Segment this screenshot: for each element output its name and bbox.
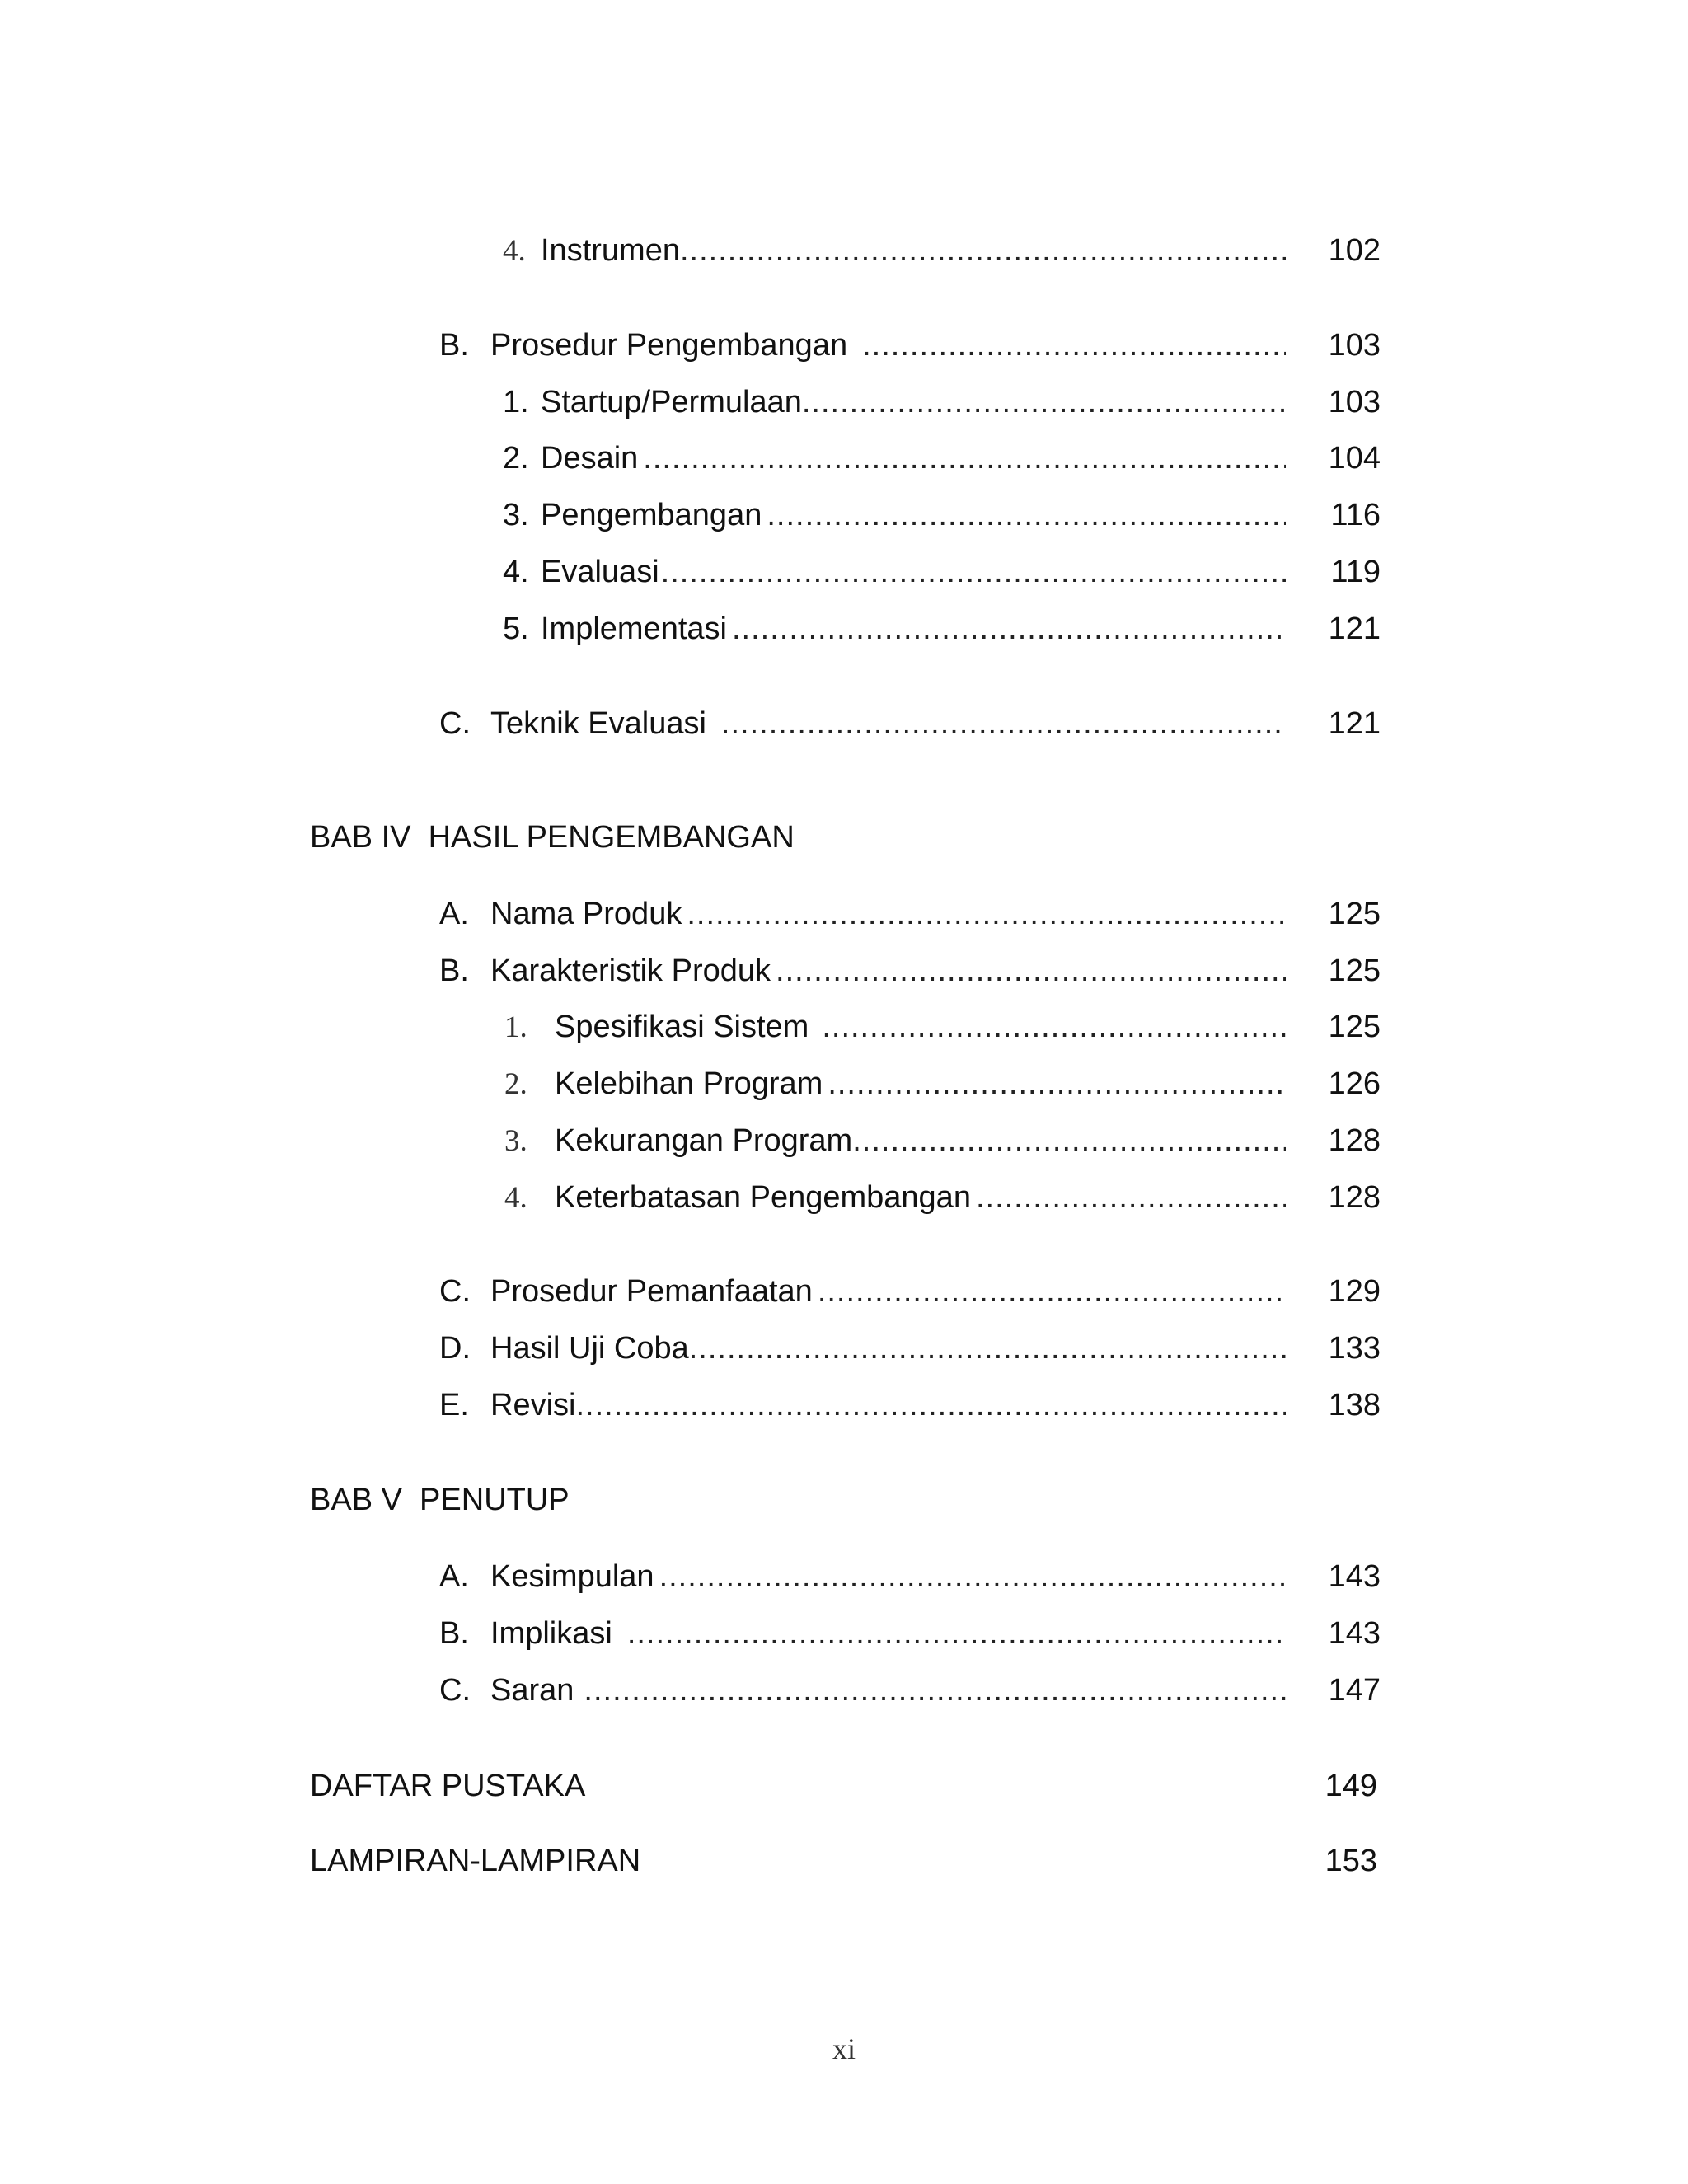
- toc-page-number: 153: [1325, 1844, 1377, 1878]
- toc-item-label: Implementasi: [541, 612, 727, 646]
- toc-section-label: Kesimpulan: [490, 1559, 654, 1594]
- dot-leader: [687, 894, 1286, 934]
- toc-entry: [503, 552, 1409, 592]
- dot-leader: [862, 326, 1286, 365]
- toc-page-number: 143: [1328, 1616, 1381, 1651]
- toc-section-letter: E.: [439, 1388, 469, 1422]
- toc-entry: [503, 231, 1409, 270]
- dot-leader: [776, 951, 1286, 991]
- toc-section-letter: B.: [439, 1616, 469, 1651]
- toc-entry: [310, 1766, 1398, 1806]
- toc-entry: [439, 704, 1412, 743]
- toc-entry: [439, 951, 1412, 991]
- toc-item-number: 2.: [503, 441, 529, 476]
- toc-page-number: 133: [1328, 1331, 1381, 1366]
- toc-item-number: 3.: [503, 498, 529, 532]
- toc-section-letter: B.: [439, 328, 469, 363]
- toc-section-label: Karakteristik Produk: [490, 954, 771, 988]
- toc-entry: [439, 1671, 1412, 1710]
- toc-item-label: Instrumen: [541, 233, 680, 268]
- toc-item-label: Spesifikasi Sistem: [555, 1010, 809, 1044]
- toc-page-number: 121: [1328, 706, 1381, 741]
- toc-chapter-label: DAFTAR PUSTAKA: [310, 1769, 586, 1803]
- toc-entry: [439, 1614, 1412, 1653]
- toc-item-label: Kekurangan Program: [555, 1123, 853, 1158]
- toc-page-number: 143: [1328, 1559, 1381, 1594]
- toc-page-number: 102: [1328, 233, 1381, 268]
- toc-entry: [503, 609, 1409, 649]
- dot-leader: [818, 1272, 1286, 1311]
- dot-leader: [802, 382, 1286, 422]
- dot-leader: [661, 552, 1286, 592]
- toc-item-number: 5.: [503, 612, 529, 646]
- toc-entry: [504, 1121, 1411, 1160]
- toc-section-label: Prosedur Pemanfaatan: [490, 1274, 813, 1309]
- toc-page-number: 116: [1330, 498, 1381, 532]
- toc-section-label: Hasil Uji Coba: [490, 1331, 689, 1366]
- toc-page-number: 125: [1328, 1010, 1381, 1044]
- toc-page-number: 104: [1328, 441, 1381, 476]
- toc-item-number: 4.: [504, 1181, 528, 1215]
- dot-leader: [689, 1329, 1286, 1368]
- toc-entry: [504, 1007, 1411, 1047]
- toc-page-number: 126: [1328, 1066, 1381, 1101]
- toc-page-number: 128: [1328, 1180, 1381, 1215]
- toc-entry: [503, 382, 1409, 422]
- dot-leader: [732, 609, 1286, 649]
- dot-leader: [721, 704, 1286, 743]
- toc-item-label: Keterbatasan Pengembangan: [555, 1180, 971, 1215]
- toc-item-number: 2.: [504, 1067, 528, 1101]
- toc-section-label: Prosedur Pengembangan: [490, 328, 848, 363]
- toc-item-number: 3.: [504, 1124, 528, 1158]
- toc-chapter-label: LAMPIRAN-LAMPIRAN: [310, 1844, 641, 1878]
- dot-leader: [627, 1614, 1286, 1653]
- toc-item-label: Pengembangan: [541, 498, 762, 532]
- toc-entry: [310, 1841, 1398, 1881]
- toc-entry: [439, 1557, 1412, 1596]
- dot-leader: [643, 438, 1286, 478]
- toc-page-number: 103: [1328, 385, 1381, 419]
- toc-entry: [503, 438, 1409, 478]
- toc-entry: [439, 894, 1412, 934]
- toc-section-label: Saran: [490, 1673, 574, 1708]
- page-folio: xi: [832, 2032, 856, 2065]
- toc-section-label: Revisi: [490, 1388, 576, 1422]
- toc-item-number: 4.: [503, 234, 526, 268]
- toc-page-number: 149: [1325, 1769, 1377, 1803]
- chapter-heading: BAB IV HASIL PENGEMBANGAN: [310, 820, 795, 855]
- toc-page-number: 125: [1328, 954, 1381, 988]
- toc-section-letter: A.: [439, 1559, 469, 1594]
- toc-section-label: Nama Produk: [490, 897, 682, 931]
- toc-section-letter: D.: [439, 1331, 471, 1366]
- toc-page-number: 138: [1328, 1388, 1381, 1422]
- toc-section-letter: C.: [439, 1673, 471, 1708]
- toc-section-letter: B.: [439, 954, 469, 988]
- toc-page-number: 119: [1330, 555, 1381, 589]
- toc-section-letter: C.: [439, 1274, 471, 1309]
- toc-item-label: Evaluasi: [541, 555, 659, 589]
- toc-item-number: 1.: [504, 1010, 528, 1044]
- toc-page-number: 129: [1328, 1274, 1381, 1309]
- dot-leader: [852, 1121, 1286, 1160]
- toc-item-label: Startup/Permulaan: [541, 385, 802, 419]
- toc-item-label: Desain: [541, 441, 639, 476]
- chapter-heading: BAB V PENUTUP: [310, 1483, 570, 1517]
- toc-section-letter: A.: [439, 897, 469, 931]
- toc-entry: [504, 1064, 1411, 1104]
- dot-leader: [659, 1557, 1286, 1596]
- toc-section-label: Teknik Evaluasi: [490, 706, 706, 741]
- toc-section-label: Implikasi: [490, 1616, 612, 1651]
- toc-page-number: 128: [1328, 1123, 1381, 1158]
- toc-entry: [503, 495, 1409, 535]
- toc-section-letter: C.: [439, 706, 471, 741]
- toc-entry: [439, 1385, 1412, 1425]
- dot-leader: [680, 231, 1286, 270]
- toc-page-number: 147: [1328, 1673, 1381, 1708]
- toc-item-number: 1.: [503, 385, 529, 419]
- toc-page-number: 103: [1328, 328, 1381, 363]
- dot-leader: [976, 1178, 1286, 1217]
- toc-entry: [439, 1329, 1412, 1368]
- dot-leader: [575, 1385, 1286, 1425]
- toc-entry: [504, 1178, 1411, 1217]
- toc-entry: [439, 326, 1412, 365]
- toc-page-number: 121: [1328, 612, 1381, 646]
- toc-page-number: 125: [1328, 897, 1381, 931]
- toc-item-label: Kelebihan Program: [555, 1066, 823, 1101]
- toc-item-number: 4.: [503, 555, 529, 589]
- dot-leader: [822, 1007, 1286, 1047]
- dot-leader: [767, 495, 1286, 535]
- dot-leader: [584, 1671, 1286, 1710]
- toc-entry: [439, 1272, 1412, 1311]
- dot-leader: [828, 1064, 1286, 1104]
